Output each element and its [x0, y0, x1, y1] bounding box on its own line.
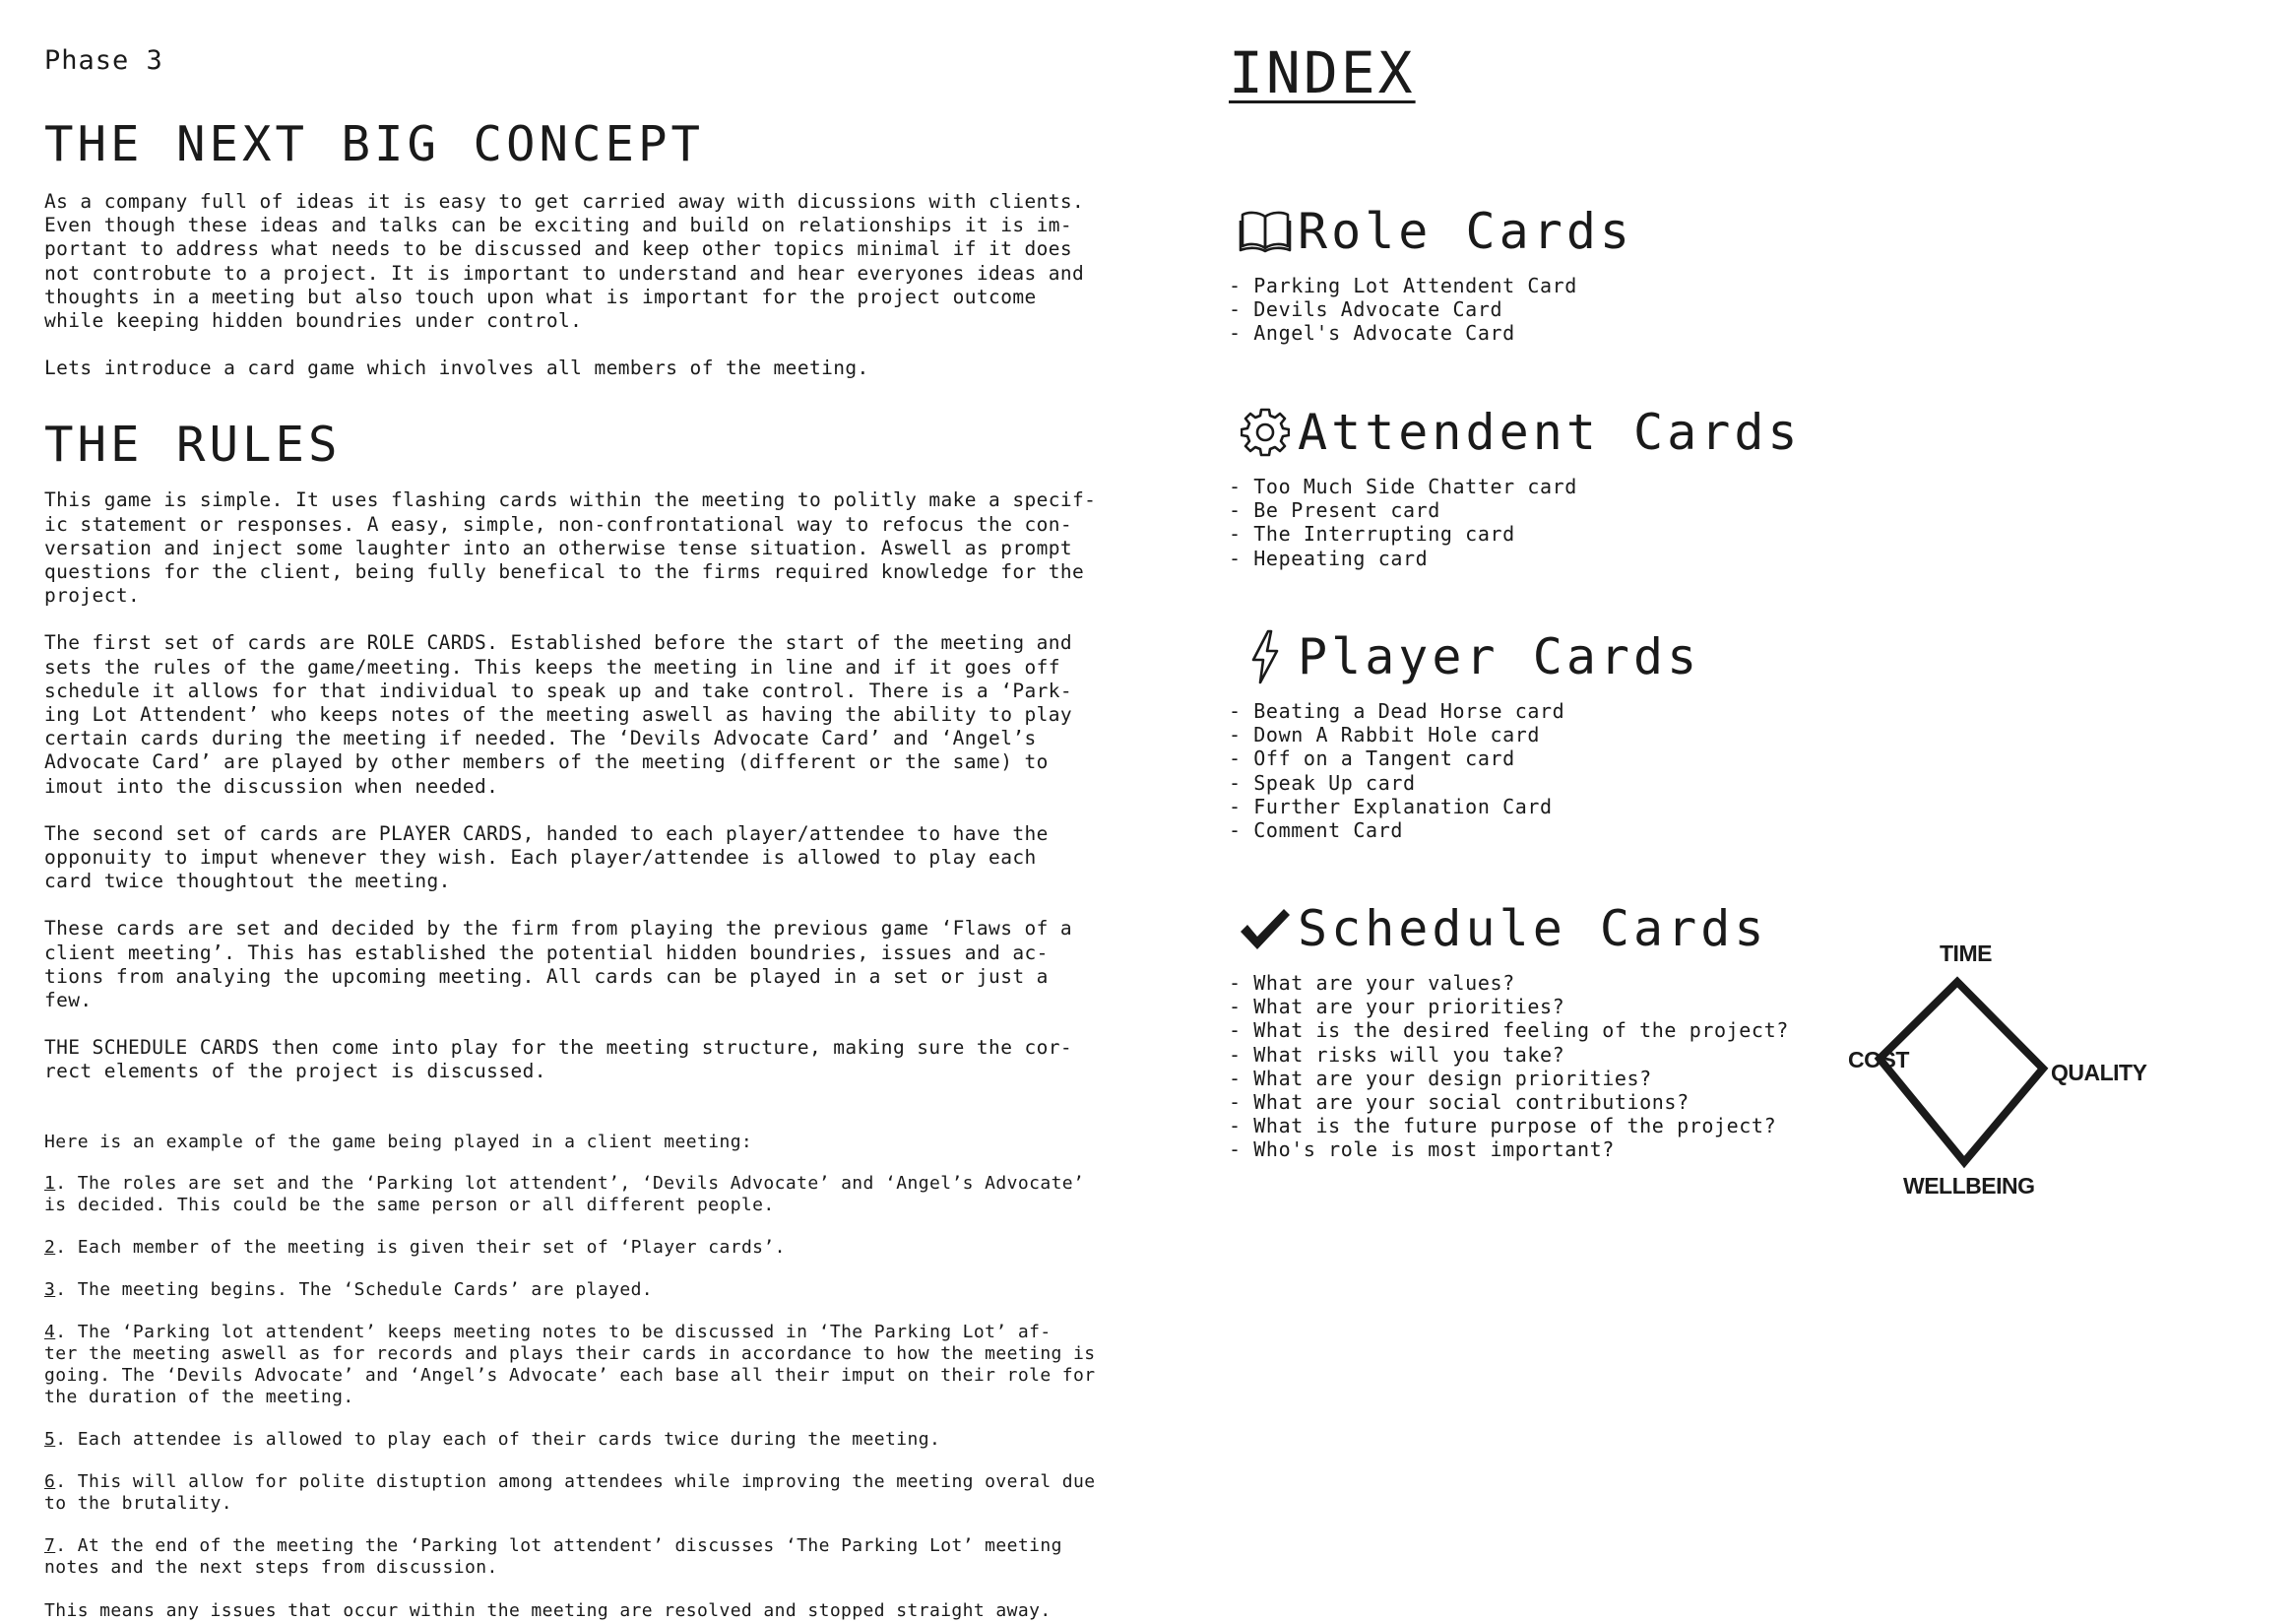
step-number: 1 — [44, 1172, 56, 1194]
gear-icon — [1237, 404, 1294, 461]
section-role-cards — [1229, 197, 2213, 346]
step-item — [44, 1535, 1108, 1579]
step-text: . Each attendee is allowed to play each of their cards twice during the meeting. — [55, 1428, 941, 1450]
step-item — [44, 1279, 1108, 1301]
list-item: - Hepeating card — [1229, 546, 1429, 570]
diagram-label-right: QUALITY — [2051, 1060, 2147, 1085]
index-title: INDEX — [1229, 39, 1416, 106]
intro-paragraph: Lets introduce a card game which involves all members of the meeting. — [44, 357, 869, 380]
list-item: - Be Present card — [1229, 498, 1440, 523]
list-item: - Too Much Side Chatter card — [1229, 475, 1577, 498]
list-item: - Down A Rabbit Hole card — [1229, 723, 1541, 747]
left-column — [44, 39, 1108, 1622]
list-item: - Who's role is most important? — [1229, 1137, 1615, 1162]
section-title: Role Cards — [1298, 203, 1634, 260]
section-title: Attendent Cards — [1298, 404, 1802, 461]
list-item: - Comment Card — [1229, 818, 1403, 843]
step-text: . Each member of the meeting is given their set of ‘Player cards’. — [55, 1236, 786, 1258]
step-item — [44, 1429, 1108, 1451]
lightning-icon — [1237, 628, 1294, 685]
step-item — [44, 1237, 1108, 1259]
phase-label: Phase 3 — [44, 45, 163, 76]
list-item: - What is the future purpose of the project? — [1229, 1114, 1777, 1138]
section-title: Schedule Cards — [1298, 900, 1768, 957]
list-item: - Further Explanation Card — [1229, 794, 1553, 818]
steps-list — [44, 1173, 1108, 1579]
list-item: - Beating a Dead Horse card — [1229, 699, 1565, 723]
intro-paragraph: As a company full of ideas it is easy to get carried away with dicussions with clients. Even though these ideas and talks can be exciting and build on relationships it is im- portant to address what needs to be discussed and keep other topics minimal if it does not controbute to a project. It is important to understand and hear everyones ideas and thoughts in a meeting but also touch upon what is important for the project outcome while keeping hidden boundries under control. — [44, 190, 1085, 333]
section-attendent-cards — [1229, 398, 2213, 570]
step-text: . The ‘Parking lot attendent’ keeps meeting notes to be discussed in ‘The Parking Lot’ af- ter the meeting aswell as for records and plays their cards in accordance to how the meeting is going. The ‘Devils Advocate’ and ‘Angel’s Advocate’ each base all their imput on their role for the duration of the meeting. — [44, 1321, 1096, 1407]
step-item — [44, 1471, 1108, 1515]
closing-line: This means any issues that occur within the meeting are resolved and stopped straight away. — [44, 1599, 1052, 1621]
role-cards-list — [1229, 274, 2213, 346]
step-text: . The roles are set and the ‘Parking lot attendent’, ‘Devils Advocate’ and ‘Angel’s Advocate’ is decided. This could be the same person or all different people. — [44, 1172, 1085, 1215]
list-item: - The Interrupting card — [1229, 522, 1515, 547]
section-player-cards — [1229, 622, 2213, 842]
checkmark-icon — [1237, 900, 1294, 957]
list-item: - What are your design priorities? — [1229, 1066, 1652, 1090]
rules-paragraph: The first set of cards are ROLE CARDS. Established before the start of the meeting and sets the rules of the game/meeting. This keeps the meeting in line and if it goes off schedule it allows for that individual to speak up and take control. There is a ‘Park- ing Lot Attendent’ who keeps notes of the meeting aswell as having the ability to play certain cards during the meeting if needed. The ‘Devils Advocate Card’ and ‘Angel’s Advocate Card’ are played by other members of the meeting (different or the same) to imout into the discussion when needed. — [44, 631, 1073, 798]
example-intro: Here is an example of the game being played in a client meeting: — [44, 1131, 753, 1152]
open-book-icon — [1237, 203, 1294, 260]
step-number: 4 — [44, 1321, 56, 1342]
rules-paragraph: This game is simple. It uses flashing cards within the meeting to politly make a specif- ic statement or responses. A easy, simple, non-confrontational way to refocus the con- versation and inject some laughter into an otherwise tense situation. Aswell as prompt questions for the client, being fully benefical to the firms required knowledge for the project. — [44, 488, 1097, 608]
section-title: Player Cards — [1298, 628, 1701, 685]
list-item: - What are your values? — [1229, 971, 1515, 995]
rules-paragraph: The second set of cards are PLAYER CARDS, handed to each player/attendee to have the opponuity to imput whenever they wish. Each player/attendee is allowed to play each card twice thoughtout the meeting. — [44, 821, 1049, 893]
step-text: . At the end of the meeting the ‘Parking lot attendent’ discusses ‘The Parking Lot’ meeting notes and the next steps from discussion. — [44, 1534, 1062, 1578]
list-item: - What are your social contributions? — [1229, 1090, 1690, 1115]
step-item — [44, 1173, 1108, 1216]
list-item: - What risks will you take? — [1229, 1042, 1565, 1067]
player-cards-list — [1229, 699, 2213, 842]
list-item: - Devils Advocate Card — [1229, 297, 1503, 322]
step-number: 3 — [44, 1278, 56, 1300]
diagram-label-left: COST — [1848, 1047, 1909, 1072]
rules-heading: THE RULES — [44, 417, 342, 474]
step-number: 2 — [44, 1236, 56, 1258]
list-item: - Parking Lot Attendent Card — [1229, 274, 1577, 297]
attendent-cards-list — [1229, 475, 2213, 570]
step-number: 7 — [44, 1534, 56, 1556]
values-diamond-diagram — [1849, 941, 2272, 1226]
list-item: - Angel's Advocate Card — [1229, 321, 1515, 346]
list-item: - What are your priorities? — [1229, 995, 1565, 1019]
step-number: 6 — [44, 1470, 56, 1492]
list-item: - Speak Up card — [1229, 770, 1416, 795]
list-item: - Off on a Tangent card — [1229, 746, 1515, 771]
step-text: . This will allow for polite distuption among attendees while improving the meeting overal due to the brutality. — [44, 1470, 1096, 1514]
list-item: - What is the desired feeling of the project? — [1229, 1018, 1789, 1043]
diagram-label-bottom: WELLBEING — [1903, 1173, 2035, 1199]
step-item — [44, 1322, 1108, 1408]
rules-paragraph: These cards are set and decided by the firm from playing the previous game ‘Flaws of a client meeting’. This has established the potential hidden boundries, issues and ac- tions from analying the upcoming meeting. All cards can be played in a set or just a few. — [44, 917, 1073, 1012]
intro-heading: THE NEXT BIG CONCEPT — [44, 116, 705, 172]
diagram-label-top: TIME — [1940, 941, 1992, 966]
index-column — [1229, 39, 2272, 1576]
step-number: 5 — [44, 1428, 56, 1450]
step-text: . The meeting begins. The ‘Schedule Cards’ are played. — [55, 1278, 654, 1300]
rules-paragraph: THE SCHEDULE CARDS then come into play for the meeting structure, making sure the cor- rect elements of the project is discussed. — [44, 1036, 1073, 1083]
